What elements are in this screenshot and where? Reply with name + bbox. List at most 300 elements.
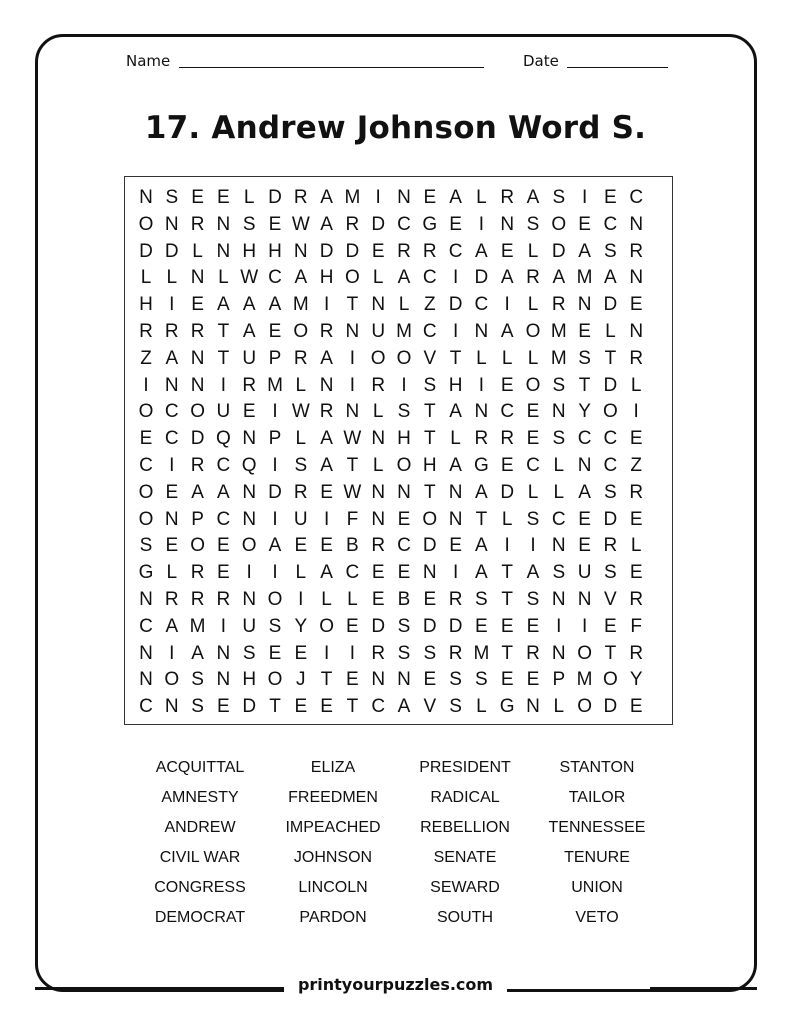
grid-letter: D bbox=[500, 481, 515, 503]
grid-letter: T bbox=[449, 347, 462, 369]
grid-letter: I bbox=[349, 347, 356, 369]
grid-letter: O bbox=[396, 347, 412, 369]
grid-letter: N bbox=[422, 562, 437, 584]
grid-letter: S bbox=[397, 401, 411, 423]
grid-letter: B bbox=[346, 535, 359, 557]
grid-letter: A bbox=[320, 187, 333, 208]
word-list-item: TAILOR bbox=[568, 789, 626, 806]
grid-letter: L bbox=[295, 562, 307, 584]
grid-letter: E bbox=[217, 696, 230, 718]
grid-letter: A bbox=[320, 455, 333, 476]
grid-letter: S bbox=[475, 669, 488, 691]
footer-credit-text: printyourpuzzles.com bbox=[284, 975, 507, 994]
grid-letter: N bbox=[139, 589, 153, 610]
grid-letter: E bbox=[526, 615, 540, 637]
grid-letter: T bbox=[320, 669, 333, 691]
grid-letter: N bbox=[577, 589, 592, 610]
grid-letter: E bbox=[500, 240, 514, 262]
grid-letter: I bbox=[169, 294, 175, 316]
grid-letter: I bbox=[272, 562, 278, 584]
grid-letter: I bbox=[323, 508, 330, 530]
grid-letter: V bbox=[423, 696, 437, 718]
name-label: Name bbox=[126, 52, 171, 70]
word-list-item: JOHNSON bbox=[293, 849, 373, 866]
grid-letter: S bbox=[449, 696, 462, 718]
word-list-item: TENNESSEE bbox=[548, 819, 646, 836]
grid-letter: O bbox=[267, 669, 283, 691]
grid-letter: Y bbox=[578, 401, 591, 423]
grid-letter: C bbox=[577, 428, 592, 450]
grid-letter: O bbox=[551, 213, 567, 235]
grid-letter: E bbox=[526, 401, 540, 423]
grid-letter: S bbox=[242, 213, 256, 235]
grid-letter: C bbox=[164, 428, 179, 450]
grid-letter: Z bbox=[630, 455, 642, 476]
grid-letter: S bbox=[191, 696, 204, 718]
grid-letter: A bbox=[165, 347, 179, 369]
grid-letter: C bbox=[216, 508, 231, 530]
grid-row bbox=[125, 183, 672, 213]
grid-letter: E bbox=[320, 696, 333, 718]
grid-letter: V bbox=[604, 589, 617, 610]
grid-letter: A bbox=[191, 642, 204, 664]
grid-letter: N bbox=[345, 401, 360, 423]
grid-letter: E bbox=[629, 428, 643, 450]
grid-letter: H bbox=[242, 240, 257, 262]
letter-grid bbox=[124, 176, 673, 725]
grid-letter: E bbox=[578, 213, 591, 235]
grid-letter: S bbox=[423, 642, 437, 664]
grid-letter: T bbox=[604, 642, 617, 664]
grid-letter: L bbox=[166, 267, 178, 289]
grid-letter: T bbox=[217, 347, 230, 369]
grid-letter: E bbox=[294, 642, 308, 664]
grid-letter: O bbox=[577, 642, 592, 664]
grid-letter: C bbox=[526, 455, 540, 476]
grid-letter: Y bbox=[294, 615, 308, 637]
grid-letter: O bbox=[525, 321, 541, 342]
grid-letter: O bbox=[396, 455, 412, 476]
grid-letter: I bbox=[452, 321, 459, 342]
grid-letter: A bbox=[449, 401, 462, 423]
grid-letter: W bbox=[240, 267, 259, 289]
grid-letter: D bbox=[268, 187, 282, 208]
grid-letter: I bbox=[478, 374, 485, 396]
grid-letter: I bbox=[272, 455, 278, 476]
grid-letter: R bbox=[216, 589, 231, 610]
grid-letter: N bbox=[526, 696, 540, 718]
grid-letter: M bbox=[396, 321, 412, 342]
grid-letter: D bbox=[474, 267, 489, 289]
grid-letter: E bbox=[423, 669, 437, 691]
grid-letter: C bbox=[371, 696, 386, 718]
word-list-item: DEMOCRAT bbox=[154, 909, 246, 926]
grid-letter: N bbox=[551, 401, 566, 423]
grid-letter: N bbox=[190, 347, 205, 369]
grid-letter: A bbox=[475, 562, 488, 584]
grid-letter: R bbox=[190, 455, 205, 476]
grid-letter: N bbox=[319, 374, 334, 396]
grid-letter: D bbox=[319, 240, 334, 262]
grid-letter: N bbox=[164, 696, 179, 718]
grid-letter: E bbox=[191, 294, 204, 316]
grid-letter: N bbox=[242, 428, 257, 450]
grid-letter: R bbox=[526, 267, 540, 289]
grid-letter: L bbox=[218, 267, 229, 289]
grid-letter: I bbox=[143, 374, 149, 396]
word-list-item: STANTON bbox=[559, 759, 635, 776]
grid-letter: N bbox=[474, 401, 489, 423]
grid-letter: E bbox=[217, 187, 230, 208]
grid-letter: L bbox=[476, 347, 487, 369]
grid-letter: E bbox=[242, 401, 256, 423]
word-list-item: PARDON bbox=[299, 909, 367, 926]
grid-letter: S bbox=[578, 347, 591, 369]
grid-letter: N bbox=[371, 508, 386, 530]
grid-letter: C bbox=[397, 535, 411, 557]
grid-letter: H bbox=[139, 294, 153, 316]
grid-letter: D bbox=[603, 294, 618, 316]
grid-letter: P bbox=[268, 347, 282, 369]
grid-letter: D bbox=[371, 213, 386, 235]
grid-letter: E bbox=[320, 535, 333, 557]
grid-letter: D bbox=[422, 535, 437, 557]
grid-letter: O bbox=[164, 669, 180, 691]
grid-letter: E bbox=[604, 615, 617, 637]
grid-letter: M bbox=[189, 615, 206, 637]
grid-letter: T bbox=[501, 642, 513, 664]
grid-letter: S bbox=[397, 642, 411, 664]
grid-letter: D bbox=[603, 374, 618, 396]
grid-letter: D bbox=[448, 615, 463, 637]
grid-row bbox=[125, 639, 672, 669]
grid-letter: N bbox=[139, 642, 153, 664]
grid-letter: I bbox=[220, 374, 227, 396]
grid-letter: A bbox=[526, 187, 540, 208]
grid-letter: N bbox=[474, 321, 489, 342]
grid-letter: R bbox=[319, 401, 334, 423]
grid-letter: E bbox=[578, 535, 591, 557]
word-list-item: AMNESTY bbox=[161, 789, 239, 806]
grid-letter: T bbox=[501, 589, 513, 610]
grid-letter: E bbox=[578, 321, 591, 342]
grid-letter: R bbox=[448, 642, 463, 664]
grid-letter: R bbox=[629, 240, 644, 262]
grid-row bbox=[125, 210, 672, 240]
grid-letter: E bbox=[371, 562, 385, 584]
word-list-item: CIVIL WAR bbox=[159, 849, 241, 866]
grid-letter: L bbox=[630, 374, 642, 396]
grid-letter: L bbox=[372, 455, 384, 476]
grid-letter: N bbox=[371, 481, 386, 503]
grid-row bbox=[125, 531, 672, 561]
grid-letter: C bbox=[139, 455, 153, 476]
grid-letter: M bbox=[292, 294, 309, 316]
grid-letter: S bbox=[552, 428, 566, 450]
grid-letter: M bbox=[576, 267, 593, 289]
grid-letter: L bbox=[527, 347, 539, 369]
grid-letter: A bbox=[500, 321, 514, 342]
grid-letter: E bbox=[268, 642, 282, 664]
grid-letter: E bbox=[397, 562, 411, 584]
grid-letter: Z bbox=[140, 347, 152, 369]
grid-letter: L bbox=[140, 267, 152, 289]
grid-letter: N bbox=[371, 428, 386, 450]
grid-letter: L bbox=[553, 481, 565, 503]
grid-letter: M bbox=[267, 374, 283, 396]
grid-letter: O bbox=[293, 321, 309, 342]
grid-letter: E bbox=[371, 240, 385, 262]
grid-letter: I bbox=[272, 401, 278, 423]
grid-row bbox=[125, 451, 672, 481]
grid-letter: N bbox=[164, 508, 179, 530]
grid-letter: E bbox=[500, 374, 514, 396]
grid-letter: I bbox=[246, 562, 252, 584]
grid-letter: L bbox=[372, 401, 384, 423]
grid-letter: A bbox=[165, 615, 179, 637]
grid-letter: U bbox=[242, 347, 257, 369]
grid-letter: T bbox=[423, 401, 436, 423]
grid-row bbox=[125, 397, 672, 427]
grid-letter: S bbox=[242, 642, 256, 664]
word-list-item: VETO bbox=[575, 909, 619, 926]
grid-letter: H bbox=[448, 374, 463, 396]
grid-letter: T bbox=[475, 508, 488, 530]
grid-letter: S bbox=[604, 481, 617, 503]
grid-letter: J bbox=[296, 669, 306, 691]
grid-letter: O bbox=[190, 535, 205, 557]
grid-row bbox=[125, 290, 672, 320]
grid-letter: R bbox=[551, 294, 566, 316]
grid-letter: A bbox=[320, 213, 333, 235]
grid-letter: I bbox=[530, 535, 536, 557]
grid-letter: L bbox=[527, 294, 539, 316]
grid-letter: N bbox=[345, 321, 360, 342]
grid-letter: R bbox=[448, 589, 463, 610]
grid-letter: R bbox=[371, 535, 386, 557]
grid-letter: L bbox=[476, 187, 487, 208]
grid-row bbox=[125, 478, 672, 508]
grid-letter: C bbox=[139, 696, 153, 718]
grid-letter: U bbox=[293, 508, 308, 530]
grid-letter: S bbox=[552, 562, 566, 584]
grid-letter: N bbox=[242, 481, 257, 503]
grid-letter: C bbox=[603, 455, 618, 476]
grid-letter: L bbox=[372, 267, 384, 289]
grid-letter: M bbox=[550, 321, 567, 342]
grid-letter: R bbox=[500, 187, 515, 208]
grid-letter: G bbox=[499, 696, 515, 718]
grid-letter: O bbox=[603, 669, 618, 691]
grid-letter: A bbox=[191, 481, 204, 503]
grid-letter: E bbox=[500, 669, 514, 691]
grid-letter: E bbox=[475, 615, 488, 637]
grid-letter: N bbox=[551, 535, 566, 557]
grid-letter: O bbox=[422, 508, 438, 530]
grid-letter: O bbox=[319, 615, 334, 637]
grid-letter: M bbox=[550, 347, 567, 369]
grid-letter: S bbox=[552, 374, 566, 396]
grid-letter: D bbox=[371, 615, 386, 637]
grid-letter: T bbox=[346, 696, 359, 718]
grid-letter: R bbox=[422, 240, 437, 262]
grid-letter: R bbox=[500, 428, 515, 450]
grid-letter: T bbox=[423, 481, 436, 503]
grid-letter: O bbox=[138, 508, 154, 530]
grid-letter: L bbox=[450, 428, 461, 450]
grid-letter: U bbox=[371, 321, 386, 342]
grid-row bbox=[125, 371, 672, 401]
grid-letter: D bbox=[139, 240, 153, 262]
grid-letter: C bbox=[500, 401, 515, 423]
grid-letter: S bbox=[552, 187, 566, 208]
grid-row bbox=[125, 558, 672, 588]
word-list-item: FREEDMEN bbox=[288, 789, 378, 806]
grid-letter: I bbox=[504, 535, 510, 557]
grid-letter: R bbox=[629, 347, 644, 369]
grid-letter: S bbox=[449, 669, 462, 691]
grid-letter: N bbox=[629, 321, 644, 342]
grid-letter: V bbox=[423, 347, 437, 369]
grid-letter: U bbox=[242, 615, 257, 637]
grid-letter: S bbox=[294, 455, 308, 476]
grid-letter: T bbox=[604, 347, 617, 369]
grid-letter: E bbox=[346, 615, 359, 637]
grid-letter: A bbox=[449, 455, 462, 476]
grid-row bbox=[125, 424, 672, 454]
grid-letter: N bbox=[577, 455, 592, 476]
grid-letter: S bbox=[268, 615, 282, 637]
grid-letter: R bbox=[242, 374, 257, 396]
grid-letter: E bbox=[500, 615, 514, 637]
grid-letter: L bbox=[295, 374, 307, 396]
grid-letter: I bbox=[169, 455, 175, 476]
grid-letter: H bbox=[397, 428, 411, 450]
grid-letter: R bbox=[164, 321, 179, 342]
grid-letter: S bbox=[604, 562, 617, 584]
grid-letter: R bbox=[526, 642, 540, 664]
grid-letter: R bbox=[190, 213, 205, 235]
word-list-item: SOUTH bbox=[437, 909, 493, 926]
word-list-item: UNION bbox=[571, 879, 623, 896]
grid-letter: N bbox=[551, 589, 566, 610]
word-list-item: RADICAL bbox=[430, 789, 500, 806]
grid-letter: W bbox=[343, 428, 362, 450]
grid-letter: N bbox=[164, 374, 179, 396]
grid-letter: R bbox=[319, 321, 334, 342]
grid-letter: E bbox=[217, 535, 230, 557]
grid-letter: S bbox=[165, 187, 179, 208]
grid-letter: N bbox=[216, 213, 231, 235]
word-list-item: REBELLION bbox=[420, 819, 510, 836]
grid-letter: M bbox=[344, 187, 361, 208]
grid-letter: N bbox=[139, 187, 153, 208]
name-line bbox=[179, 67, 484, 68]
grid-letter: E bbox=[423, 589, 437, 610]
grid-letter: E bbox=[423, 187, 437, 208]
grid-letter: R bbox=[629, 589, 644, 610]
grid-letter: G bbox=[422, 213, 438, 235]
grid-letter: S bbox=[604, 240, 617, 262]
grid-letter: T bbox=[346, 294, 359, 316]
grid-letter: T bbox=[578, 374, 591, 396]
puzzle-title: 17. Andrew Johnson Word S. bbox=[144, 110, 647, 146]
grid-letter: A bbox=[578, 240, 591, 262]
grid-letter: N bbox=[216, 642, 231, 664]
grid-letter: R bbox=[293, 347, 308, 369]
grid-letter: C bbox=[268, 267, 282, 289]
grid-letter: L bbox=[501, 508, 513, 530]
grid-letter: A bbox=[578, 481, 591, 503]
grid-letter: E bbox=[268, 321, 282, 342]
grid-letter: A bbox=[475, 481, 488, 503]
grid-letter: O bbox=[138, 481, 154, 503]
grid-letter: O bbox=[267, 589, 283, 610]
grid-letter: E bbox=[629, 508, 643, 530]
grid-letter: N bbox=[500, 213, 515, 235]
grid-letter: E bbox=[500, 455, 514, 476]
grid-row bbox=[125, 692, 672, 722]
grid-letter: S bbox=[526, 589, 540, 610]
grid-letter: W bbox=[291, 401, 310, 423]
grid-letter: H bbox=[242, 669, 257, 691]
grid-letter: S bbox=[423, 374, 437, 396]
grid-letter: I bbox=[272, 508, 278, 530]
grid-letter: O bbox=[241, 535, 257, 557]
grid-letter: Y bbox=[629, 669, 643, 691]
grid-letter: L bbox=[347, 589, 358, 610]
grid-letter: N bbox=[242, 508, 257, 530]
grid-letter: F bbox=[630, 615, 642, 637]
grid-letter: U bbox=[216, 401, 231, 423]
grid-letter: A bbox=[320, 562, 333, 584]
word-list-item: LINCOLN bbox=[298, 879, 368, 896]
word-list-item: PRESIDENT bbox=[419, 759, 511, 776]
grid-letter: L bbox=[501, 347, 513, 369]
grid-letter: C bbox=[448, 240, 463, 262]
grid-letter: D bbox=[448, 294, 463, 316]
grid-letter: R bbox=[190, 321, 205, 342]
grid-letter: N bbox=[216, 240, 231, 262]
grid-letter: R bbox=[293, 187, 308, 208]
grid-letter: R bbox=[397, 240, 411, 262]
grid-letter: C bbox=[603, 213, 618, 235]
grid-letter: L bbox=[321, 589, 332, 610]
grid-letter: C bbox=[397, 213, 411, 235]
grid-letter: L bbox=[605, 321, 616, 342]
date-line bbox=[567, 67, 668, 68]
grid-letter: C bbox=[629, 187, 644, 208]
grid-letter: E bbox=[397, 508, 411, 530]
grid-letter: C bbox=[422, 321, 437, 342]
grid-letter: L bbox=[553, 696, 565, 718]
grid-letter: Q bbox=[241, 455, 257, 476]
grid-letter: R bbox=[474, 428, 489, 450]
grid-letter: D bbox=[551, 240, 566, 262]
grid-letter: R bbox=[371, 642, 386, 664]
grid-letter: T bbox=[217, 321, 230, 342]
grid-letter: E bbox=[268, 213, 282, 235]
grid-letter: D bbox=[242, 696, 257, 718]
word-list-item: TENURE bbox=[564, 849, 630, 866]
grid-letter: E bbox=[449, 535, 462, 557]
grid-letter: A bbox=[449, 187, 462, 208]
grid-letter: E bbox=[526, 669, 540, 691]
grid-letter: I bbox=[298, 589, 304, 610]
grid-letter: R bbox=[629, 481, 644, 503]
grid-letter: I bbox=[581, 615, 588, 637]
grid-letter: I bbox=[169, 642, 175, 664]
